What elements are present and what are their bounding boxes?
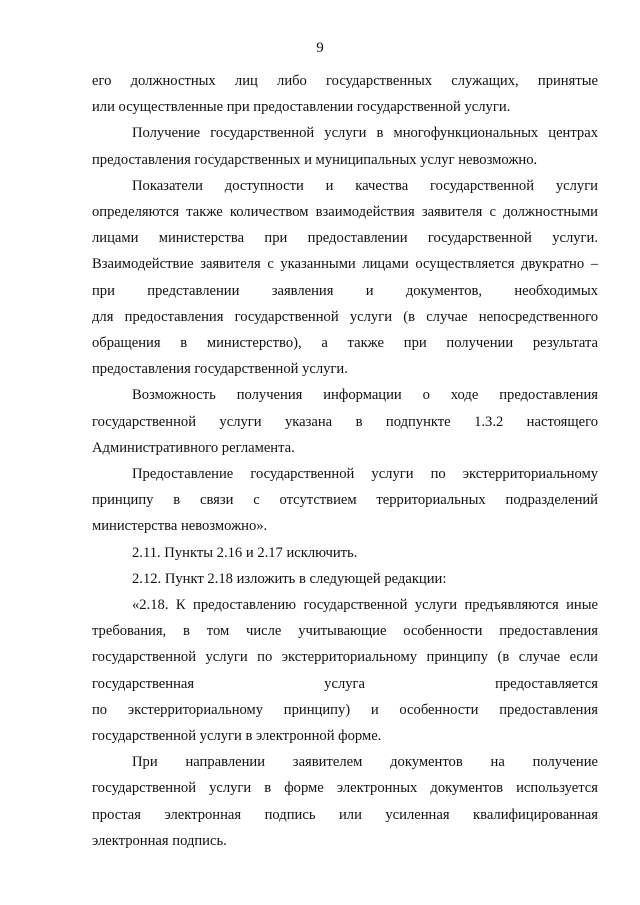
text-line: по экстерриториальному принципу) и особенности предоставления <box>92 701 598 718</box>
text-line: предоставления государственной услуги. <box>92 361 348 378</box>
text-line: 2.12. Пункт 2.18 изложить в следующей редакции: <box>132 570 447 587</box>
text-line: Предоставление государственной услуги по экстерриториальному <box>132 466 598 483</box>
text-line: Получение государственной услуги в многофункциональных центрах <box>132 125 598 142</box>
document-body <box>92 68 598 854</box>
text-line: предоставления государственных и муниципальных услуг невозможно. <box>92 151 538 168</box>
text-line: при представлении заявления и документов, необходимых <box>92 282 598 299</box>
paragraph <box>92 173 598 383</box>
text-line: Взаимодействие заявителя с указанными лицами осуществляется двукратно – <box>92 256 598 273</box>
text-line: Показатели доступности и качества государственной услуги <box>132 177 598 194</box>
text-line: его должностных лиц либо государственных служащих, принятые <box>92 73 598 89</box>
text-line: «2.18. К предоставлению государственной услуги предъявляются иные <box>132 597 598 614</box>
text-line: 2.11. Пункты 2.16 и 2.17 исключить. <box>132 544 358 561</box>
paragraph <box>92 566 598 592</box>
text-line: министерства невозможно». <box>92 518 268 535</box>
text-line: государственной услуги по экстерриториальному принципу (в случае если <box>92 649 598 666</box>
text-line: принципу в связи с отсутствием территориальных подразделений <box>92 492 598 509</box>
text-line: для предоставления государственной услуги (в случае непосредственного <box>92 308 598 325</box>
paragraph <box>92 592 598 749</box>
text-line: простая электронная подпись или усиленная квалифицированная <box>92 806 598 823</box>
paragraph <box>92 540 598 566</box>
text-line: При направлении заявителем документов на получение <box>132 754 598 771</box>
text-line: лицами министерства при предоставлении государственной услуги. <box>92 230 598 247</box>
text-line: требования, в том числе учитывающие особенности предоставления <box>92 623 598 640</box>
text-line: определяются также количеством взаимодействия заявителя с должностными <box>92 204 598 221</box>
paragraph <box>92 68 598 120</box>
paragraph <box>92 120 598 172</box>
page-number: 9 <box>316 40 324 56</box>
text-line: государственной услуги в электронной форме. <box>92 728 382 745</box>
paragraph <box>92 461 598 540</box>
text-line: или осуществленные при предоставлении государственной услуги. <box>92 99 511 116</box>
text-line: государственной услуги в форме электронных документов используется <box>92 780 598 797</box>
text-line: государственная услуга предоставляется <box>92 675 598 692</box>
paragraph <box>92 382 598 461</box>
text-line: государственной услуги указана в подпункте 1.3.2 настоящего <box>92 413 598 430</box>
paragraph <box>92 749 598 854</box>
text-line: обращения в министерство), а также при получении результата <box>92 335 598 352</box>
text-line: Административного регламента. <box>92 439 295 456</box>
text-line: электронная подпись. <box>92 832 227 849</box>
text-line: Возможность получения информации о ходе предоставления <box>132 387 598 404</box>
